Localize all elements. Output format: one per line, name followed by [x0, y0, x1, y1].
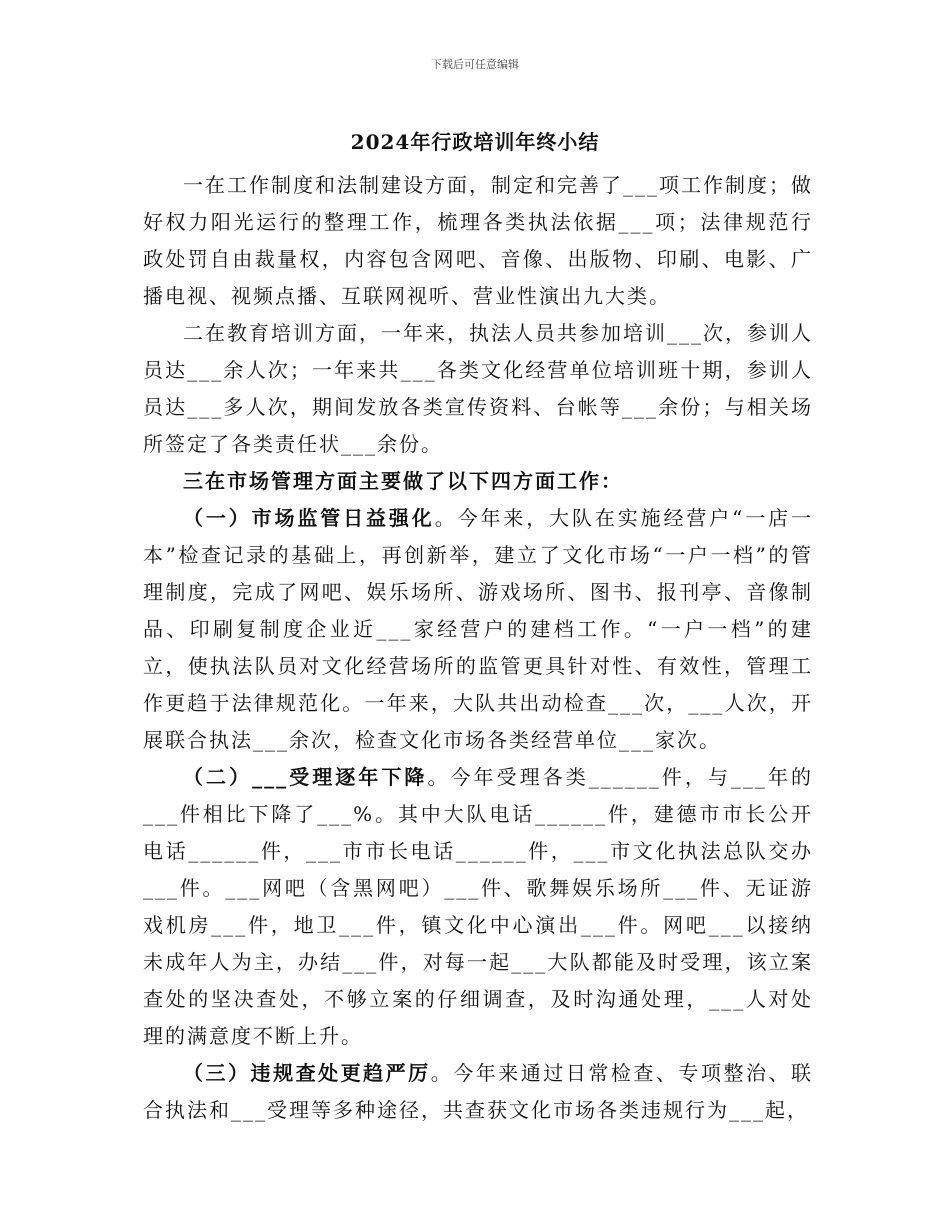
paragraph-6 [143, 1055, 813, 1129]
paragraph-2: 二在教育培训方面，一年来，执法人员共参加培训___次，参训人员达___余人次；一年来共___各类文化经营单位培训班十期，参训人员达___多人次，期间发放各类宣传资料、台帐等___余份；与相关场所签定了各类责任状___余份。 [143, 321, 813, 456]
paragraph-3-heading: 三在市场管理方面主要做了以下四方面工作： [183, 469, 623, 493]
section-heading-2: （二）___受理逐年下降 [183, 765, 428, 789]
paragraph-5 [143, 759, 813, 1055]
header-note: 下载后可任意编辑 [431, 58, 519, 71]
paragraph-1: 一在工作制度和法制建设方面，制定和完善了___项工作制度；做好权力阳光运行的整理工作，梳理各类执法依据___项；法律规范行政处罚自由裁量权，内容包含网吧、音像、出版物、印刷、电影、广播电视、视频点播、互联网视听、营业性演出九大类。 [143, 173, 813, 308]
document-title: 2024年行政培训年终小结 [350, 130, 600, 154]
section-body-2: 。今年受理各类______件，与___年的___件相比下降了___%。其中大队电话______件，建德市市长公开电话______件，___市市长电话______件，___市文化执法总队交办___件。___网吧（含黑网吧）___件、歌舞娱乐场所___件、无证游戏机房___件，地卫___件，镇文化中心演出___件。网吧___以接纳未成年人为主，办结___件，对每一起___大队都能及时受理，该立案查处的坚决查处，不够立案的仔细调查，及时沟通处理，___人对处理的满意度不断上升。 [143, 765, 814, 1048]
section-body-1: 。今年来，大队在实施经营户“一店一本”检查记录的基础上，再创新举，建立了文化市场“一户一档”的管理制度，完成了网吧、娱乐场所、游戏场所、图书、报刊亭、音像制品、印刷复制度企业近___家经营户的建档工作。“一户一档”的建立，使执法队员对文化经营场所的监管更具针对性、有效性，管理工作更趋于法律规范化。一年来，大队共出动检查___次，___人次，开展联合执法___余次，检查文化市场各类经营单位___家次。 [143, 506, 813, 752]
paragraph-4 [143, 500, 813, 759]
section-heading-3: （三）违规查处更趋严厉 [183, 1061, 431, 1085]
section-body-3: 。今年来通过日常检查、专项整治、联合执法和___受理等多种途径，共查获文化市场各类违规行为___起， [143, 1061, 814, 1122]
section-heading-1: （一）市场监管日益强化 [183, 506, 435, 530]
document-body [143, 167, 813, 1129]
